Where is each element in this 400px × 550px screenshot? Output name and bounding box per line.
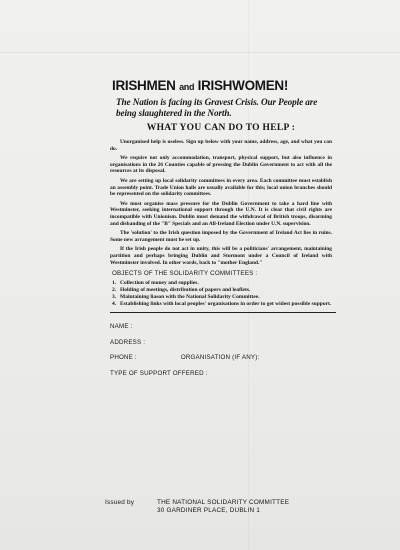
leaflet-content: [110, 78, 332, 381]
paragraph: We require not only accommodation, transport, physical support, but also influence in organisations in the 26 Counties capable of pressing the Dublin Government to act with all the resources at its disposal.: [110, 155, 332, 175]
objective-text: Collection of money and supplies.: [120, 280, 199, 287]
issuer-address: 30 GARDINER PLACE, DUBLIN 1: [157, 507, 261, 514]
form-name-row[interactable]: [110, 319, 332, 335]
issued-by-label: Issued by: [105, 499, 135, 506]
section-title: WHAT YOU CAN DO TO HELP :: [146, 123, 296, 133]
signup-form: [110, 319, 332, 381]
paper-fold: [0, 52, 400, 53]
phone-label: PHONE :: [110, 354, 137, 362]
objective-item: [112, 301, 332, 308]
form-support-row[interactable]: [110, 366, 332, 382]
organisation-label: ORGANISATION (IF ANY):: [180, 354, 260, 362]
objective-text: Maintaining liason with the National Solidarity Committee.: [120, 294, 260, 301]
paragraph: If the Irish people do not act in unity, this will be a politicians' arrangement, maintaining partition and perhaps bringing Dublin and Stormont under a Council of Ireland with Westminster involved. In other words, back to "mother England.": [110, 246, 332, 266]
objective-text: Establishing links with local peoples' organisations in order to get widest possible support.: [120, 301, 332, 308]
issuer-name: THE NATIONAL SOLIDARITY COMMITTEE: [157, 499, 290, 506]
support-label: TYPE OF SUPPORT OFFERED :: [110, 369, 208, 377]
heading-part1: IRISHMEN: [112, 78, 176, 93]
paragraph: We are setting up local solidarity committees in every area. Each committee must establish an assembly point. Trade Union halls are usually available for this; local union branches should be represented on the solidarity committees.: [110, 177, 332, 198]
heading-part2: IRISHWOMEN!: [197, 78, 289, 93]
paragraph: Unorganised help is useless. Sign up below with your name, address, age, and what you can do.: [110, 139, 332, 152]
paragraph: We must organise mass pressure for the Dublin Government to take a hard line with Westminster, seeking international support through the U.N. It is clear that civil rights are incompatible with Unionism. Dublin must demand the withdrawal of British troops, disarming and disbanding of the "B" Specials and an All-Ireland Election under U.N. supervision.: [110, 200, 332, 227]
leaflet-subheading: The Nation is facing its Gravest Crisis. Our People are being slaughtered in the North.: [116, 97, 318, 118]
objective-text: Holding of meetings, distribution of papers and leaflets.: [120, 287, 251, 294]
objective-number: 2.: [112, 287, 117, 294]
heading-and: and: [179, 82, 195, 92]
form-phone-row[interactable]: [110, 350, 332, 366]
form-address-row[interactable]: [110, 335, 332, 351]
address-label: ADDRESS :: [110, 338, 146, 346]
leaflet-heading: [112, 78, 332, 93]
objectives-list: [112, 280, 332, 308]
objective-item: [112, 280, 332, 287]
objectives-title: OBJECTS OF THE SOLIDARITY COMMITTEES :: [112, 270, 258, 278]
objective-number: 1.: [112, 280, 117, 287]
objective-item: [112, 287, 332, 294]
objective-number: 4.: [112, 301, 117, 308]
objective-item: [112, 294, 332, 301]
objective-number: 3.: [112, 294, 117, 301]
paragraph: The 'solution' to the Irish question imposed by the Government of Ireland Act lies in ruins. Some new arrangement must be set up.: [110, 230, 332, 243]
divider-line: [110, 312, 336, 313]
leaflet-footer: [105, 499, 289, 515]
name-label: NAME :: [110, 323, 133, 331]
